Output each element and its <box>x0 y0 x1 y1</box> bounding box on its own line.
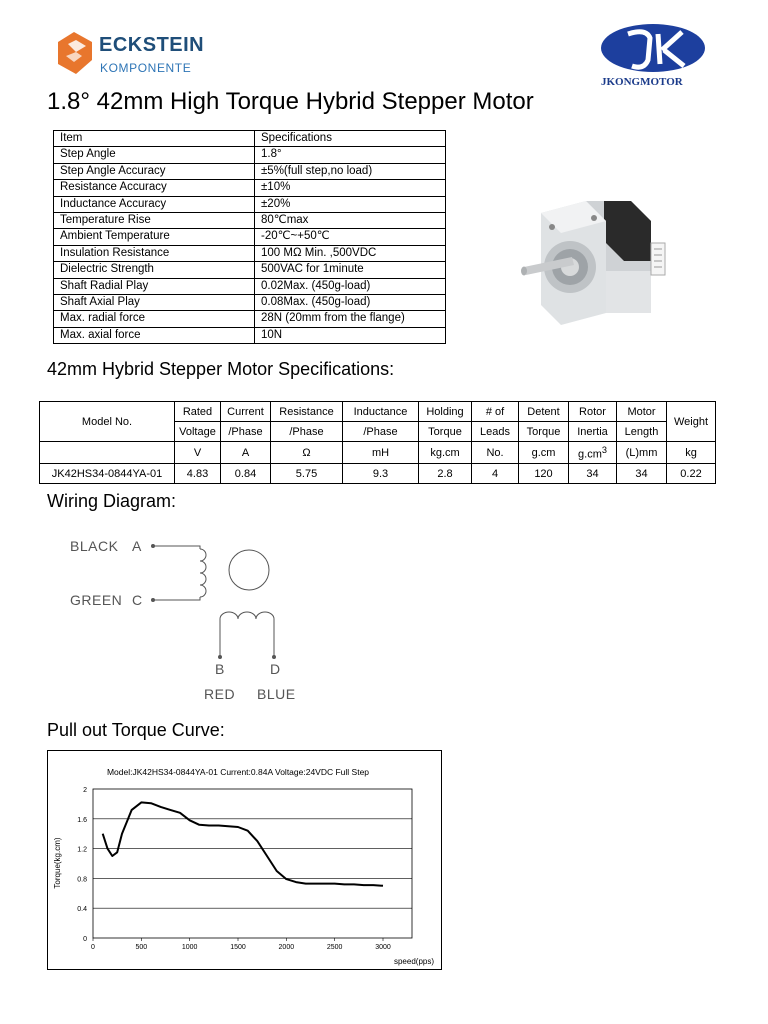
spec-table-row <box>54 196 446 212</box>
y-tick-label: 2 <box>83 787 87 794</box>
model-cell: JK42HS34-0844YA-01 <box>40 464 175 484</box>
col-header: Inertia <box>569 422 617 442</box>
label-red: RED <box>204 686 236 702</box>
spec-table-row <box>54 163 446 179</box>
x-tick-label: 2500 <box>326 944 343 951</box>
spec-item-cell: Max. radial force <box>54 311 255 327</box>
spec-value-cell: 10N <box>255 327 446 343</box>
y-axis-label: Torque(kg.cm) <box>53 837 62 889</box>
spec-item-cell: Step Angle Accuracy <box>54 163 255 179</box>
col-header: Inductance <box>343 402 419 422</box>
spec-table-row <box>54 311 446 327</box>
unit-cell: kg.cm <box>419 442 472 464</box>
spec-value-cell: 100 MΩ Min. ,500VDC <box>255 245 446 261</box>
col-header: Rated <box>175 402 221 422</box>
unit-text: g.cm <box>578 448 602 461</box>
weight-col-header: Weight <box>667 402 716 442</box>
label-green: GREEN <box>70 592 123 608</box>
col-header: Length <box>617 422 667 442</box>
spec-table-row <box>54 327 446 343</box>
unit-cell: (L)mm <box>617 442 667 464</box>
spec-item-cell: Step Angle <box>54 147 255 163</box>
unit-cell <box>569 442 617 464</box>
torque-series-line <box>103 802 383 885</box>
col-header: # of <box>472 402 519 422</box>
label-black: BLACK <box>70 538 119 554</box>
value-cell: 120 <box>519 464 569 484</box>
y-tick-label: 1.6 <box>77 816 87 824</box>
spec-item-cell: Inductance Accuracy <box>54 196 255 212</box>
wiring-heading: Wiring Diagram: <box>47 491 177 511</box>
spec-item-cell: Dielectric Strength <box>54 262 255 278</box>
spec-table-row <box>54 262 446 278</box>
torque-heading: Pull out Torque Curve: <box>47 720 225 740</box>
col-header: Torque <box>519 422 569 442</box>
value-cell: 34 <box>569 464 617 484</box>
y-tick-label: 0 <box>83 936 87 943</box>
value-cell: 34 <box>617 464 667 484</box>
spec-value-cell: 0.08Max. (450g-load) <box>255 295 446 311</box>
specs-heading: 42mm Hybrid Stepper Motor Specifications: <box>47 359 395 379</box>
spec-table-row <box>54 278 446 294</box>
spec-table-row <box>54 180 446 196</box>
col-header: Torque <box>419 422 472 442</box>
unit-cell: Ω <box>271 442 343 464</box>
plot-area <box>93 789 412 938</box>
label-d: D <box>270 661 281 677</box>
spec-value-cell: 0.02Max. (450g-load) <box>255 278 446 294</box>
value-cell: 4.83 <box>175 464 221 484</box>
spec-table-row <box>54 147 446 163</box>
col-header: Holding <box>419 402 472 422</box>
y-tick-label: 1.2 <box>77 846 87 854</box>
unit-cell: V <box>175 442 221 464</box>
label-c: C <box>132 592 143 608</box>
spec-table <box>53 130 446 344</box>
label-b: B <box>215 661 225 677</box>
value-cell: 0.22 <box>667 464 716 484</box>
label-a: A <box>132 538 142 554</box>
col-header: Current <box>221 402 271 422</box>
spec-table-row <box>54 229 446 245</box>
y-tick-label: 0.8 <box>77 876 87 884</box>
x-tick-label: 0 <box>91 944 95 951</box>
stepper-motor-image <box>486 143 716 348</box>
jkongmotor-brand-name: JKONGMOTOR <box>601 76 683 88</box>
spec-table-header <box>54 131 446 147</box>
label-blue: BLUE <box>257 686 296 702</box>
spec-value-cell: -20℃~+50℃ <box>255 229 446 245</box>
unit-cell: mH <box>343 442 419 464</box>
spec-table-row <box>54 213 446 229</box>
eckstein-brand-sub: KOMPONENTE <box>100 61 192 75</box>
spec-value-cell: 80℃max <box>255 213 446 229</box>
model-col-header: Model No. <box>40 402 175 442</box>
spec-value-cell: ±5%(full step,no load) <box>255 163 446 179</box>
spec-value-cell: 28N (20mm from the flange) <box>255 311 446 327</box>
col-header: Detent <box>519 402 569 422</box>
unit-cell: A <box>221 442 271 464</box>
spec-value-cell: ±20% <box>255 196 446 212</box>
x-tick-label: 500 <box>135 944 148 951</box>
spec-value-cell: 1.8° <box>255 147 446 163</box>
value-cell: 9.3 <box>343 464 419 484</box>
unit-cell: kg <box>667 442 716 464</box>
page-title: 1.8° 42mm High Torque Hybrid Stepper Motor <box>47 88 534 115</box>
value-cell: 4 <box>472 464 519 484</box>
chart-title: Model:JK42HS34-0844YA-01 Current:0.84A Voltage:24VDC Full Step <box>106 767 370 777</box>
col-header: Rotor <box>569 402 617 422</box>
spec-table-row <box>54 245 446 261</box>
y-tick-label: 0.4 <box>77 906 87 914</box>
eckstein-brand-name: ECKSTEIN <box>99 34 205 56</box>
col-header: /Phase <box>221 422 271 442</box>
col-header: /Phase <box>271 422 343 442</box>
value-cell: 2.8 <box>419 464 472 484</box>
torque-chart <box>47 750 442 970</box>
x-tick-label: 2000 <box>278 944 295 951</box>
col-header: Voltage <box>175 422 221 442</box>
spec-item-cell: Resistance Accuracy <box>54 180 255 196</box>
spec-value-cell: ±10% <box>255 180 446 196</box>
wiring-diagram <box>60 525 320 710</box>
x-axis-label: speed(pps) <box>393 957 435 966</box>
x-tick-label: 3000 <box>375 944 391 951</box>
x-tick-label: 1000 <box>181 944 198 951</box>
spec-value-cell: Specifications <box>255 131 446 147</box>
col-header: /Phase <box>343 422 419 442</box>
model-table <box>39 401 716 484</box>
spec-item-cell: Shaft Radial Play <box>54 278 255 294</box>
unit-cell: No. <box>472 442 519 464</box>
col-header: Resistance <box>271 402 343 422</box>
spec-value-cell: 500VAC for 1minute <box>255 262 446 278</box>
x-tick-label: 1500 <box>230 944 246 951</box>
spec-item-cell: Temperature Rise <box>54 213 255 229</box>
spec-item-cell: Item <box>54 131 255 147</box>
spec-item-cell: Shaft Axial Play <box>54 295 255 311</box>
unit-exponent: 3 <box>601 444 607 455</box>
torque-chart-svg <box>48 751 443 971</box>
spec-table-row <box>54 295 446 311</box>
col-header: Motor <box>617 402 667 422</box>
value-cell: 5.75 <box>271 464 343 484</box>
col-header: Leads <box>472 422 519 442</box>
value-cell: 0.84 <box>221 464 271 484</box>
unit-cell: g.cm <box>519 442 569 464</box>
spec-item-cell: Insulation Resistance <box>54 245 255 261</box>
spec-item-cell: Max. axial force <box>54 327 255 343</box>
spec-item-cell: Ambient Temperature <box>54 229 255 245</box>
unit-cell <box>40 442 175 464</box>
